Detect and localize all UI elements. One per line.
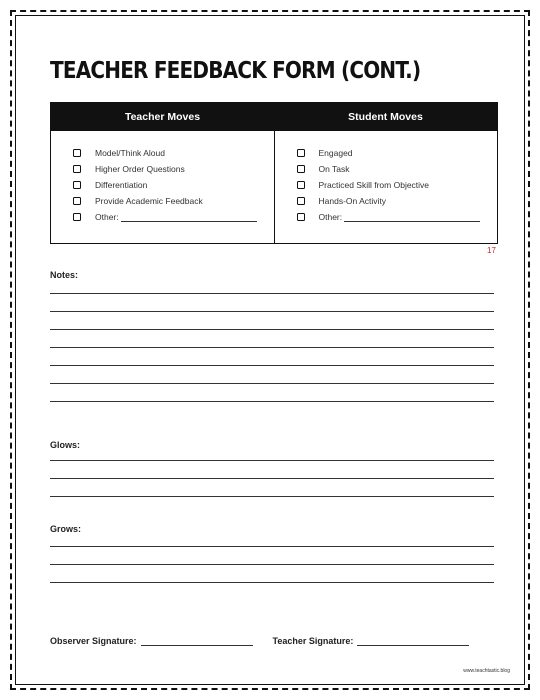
checkbox-label: Other: — [95, 212, 119, 222]
moves-body — [51, 131, 497, 243]
notes-line[interactable] — [50, 365, 494, 366]
glows-line[interactable] — [50, 478, 494, 479]
checkbox-label: Hands-On Activity — [318, 196, 387, 206]
page-border — [10, 10, 530, 690]
checkbox[interactable] — [297, 149, 305, 157]
student-move-item[interactable] — [297, 161, 498, 177]
glows-label: Glows: — [50, 440, 81, 450]
teacher-move-other[interactable] — [73, 209, 274, 225]
student-move-other[interactable] — [297, 209, 498, 225]
teacher-move-item[interactable] — [73, 177, 274, 193]
other-write-in-line[interactable] — [121, 212, 257, 222]
other-write-in-line[interactable] — [344, 212, 480, 222]
checkbox-label: Model/Think Aloud — [95, 148, 165, 158]
teacher-signature-line[interactable] — [357, 636, 469, 646]
checkbox[interactable] — [73, 213, 81, 221]
notes-line[interactable] — [50, 293, 494, 294]
notes-line[interactable] — [50, 383, 494, 384]
checkbox-label: Other: — [318, 212, 343, 222]
checkbox[interactable] — [73, 181, 81, 189]
footer-credit: www.teachtastic.blog — [463, 668, 510, 674]
glows-line[interactable] — [50, 460, 494, 461]
observer-signature-label: Observer Signature: — [50, 636, 137, 646]
teacher-signature-label: Teacher Signature: — [272, 636, 354, 646]
observer-signature-line[interactable] — [141, 636, 253, 646]
checkbox-label: Differentiation — [95, 180, 148, 190]
checkbox-label: Engaged — [318, 148, 353, 158]
teacher-move-item[interactable] — [73, 161, 274, 177]
checkbox-label: On Task — [318, 164, 350, 174]
moves-table — [50, 102, 498, 244]
grows-label: Grows: — [50, 524, 82, 534]
notes-line[interactable] — [50, 347, 494, 348]
student-moves-header: Student Moves — [348, 111, 423, 123]
signature-row — [50, 636, 469, 646]
page-frame — [15, 15, 525, 685]
grows-line[interactable] — [50, 564, 494, 565]
student-move-item[interactable] — [297, 177, 498, 193]
checkbox-label: Practiced Skill from Objective — [318, 180, 430, 190]
checkbox[interactable] — [297, 213, 305, 221]
teacher-moves-list — [51, 131, 274, 243]
checkbox-label: Provide Academic Feedback — [95, 196, 203, 206]
student-moves-list — [274, 131, 498, 243]
student-move-item[interactable] — [297, 193, 498, 209]
notes-line[interactable] — [50, 311, 494, 312]
moves-header-row — [51, 103, 497, 131]
corner-mark: 17 — [487, 246, 496, 255]
notes-line[interactable] — [50, 329, 494, 330]
checkbox-label: Higher Order Questions — [95, 164, 185, 174]
notes-label: Notes: — [50, 270, 79, 280]
checkbox[interactable] — [73, 165, 81, 173]
glows-line[interactable] — [50, 496, 494, 497]
teacher-move-item[interactable] — [73, 145, 274, 161]
grows-line[interactable] — [50, 582, 494, 583]
checkbox[interactable] — [73, 197, 81, 205]
student-move-item[interactable] — [297, 145, 498, 161]
notes-line[interactable] — [50, 401, 494, 402]
grows-line[interactable] — [50, 546, 494, 547]
teacher-moves-header: Teacher Moves — [124, 111, 201, 123]
teacher-move-item[interactable] — [73, 193, 274, 209]
checkbox[interactable] — [297, 181, 305, 189]
checkbox[interactable] — [297, 165, 305, 173]
page-title: TEACHER FEEDBACK FORM (CONT.) — [50, 56, 421, 84]
checkbox[interactable] — [297, 197, 305, 205]
checkbox[interactable] — [73, 149, 81, 157]
